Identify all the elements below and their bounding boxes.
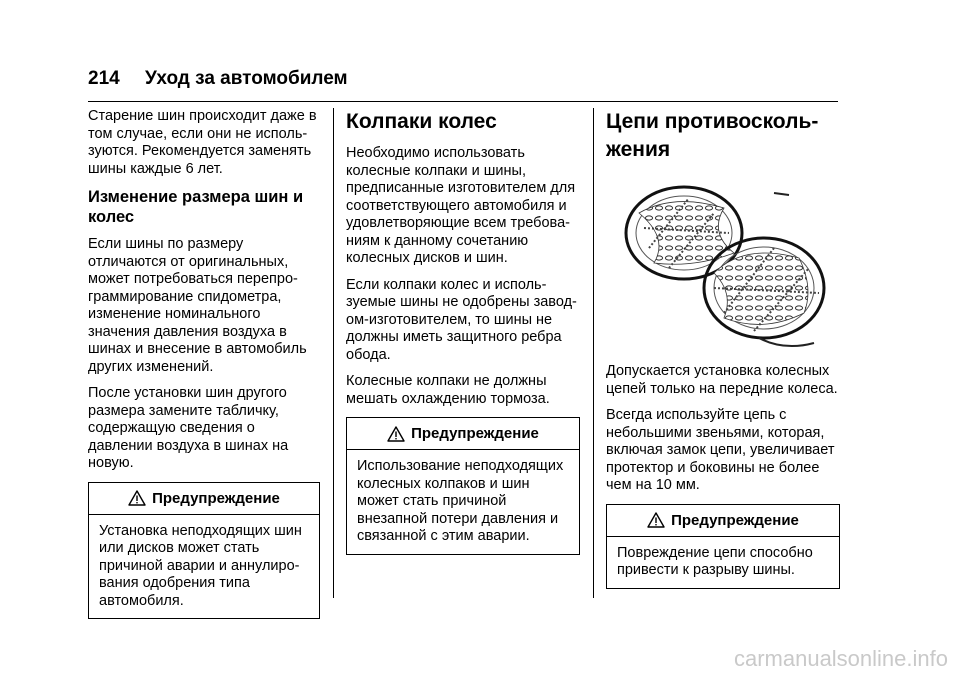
column-divider: [333, 108, 334, 598]
warning-box: [606, 504, 840, 589]
paragraph: Допускается установка колесных цепей только на передние колеса.: [606, 363, 838, 397]
warning-icon: [128, 490, 146, 506]
warning-title: Предупреждение: [411, 425, 539, 442]
warning-header: [89, 483, 319, 515]
paragraph: Колесные колпаки не должны мешать охлаждению тормоза.: [346, 373, 550, 407]
page-header: [88, 68, 838, 102]
page-number: 214: [88, 68, 120, 89]
paragraph: Если шины по размеру отличаются от оригинальных, может потребоваться перепро-граммирование спидометра, изменение номинального значения давления воздуха в шинах и внесение в автомобиль других изменений.: [88, 236, 307, 375]
warning-box: [88, 482, 320, 620]
watermark: carmanualsonline.info: [733, 646, 948, 671]
warning-text: Повреждение цепи способно привести к разрыву шины.: [617, 544, 813, 578]
page-title: Уход за автомобилем: [145, 68, 348, 89]
column-3: [606, 108, 840, 589]
warning-text: Использование неподходящих колесных колпаков и шин может стать причиной внезапной потери давления и связанной с этим аварии.: [357, 458, 564, 544]
paragraph: Необходимо использовать колесные колпаки и шины, предписанные изготовителем для соответствующего автомобиля и удовлетворяющие всем требова-ниям к данному сочетанию колесных дисков и шин.: [346, 145, 576, 266]
intro-paragraph: Старение шин происходит даже в том случае, если они не исполь-зуются. Рекомендуется заменять шины каждые 6 лет.: [88, 108, 317, 177]
section-heading-tire-size: Изменение размера шин и колес: [88, 188, 304, 226]
warning-icon: [387, 426, 405, 442]
warning-box: [346, 417, 580, 555]
warning-title: Предупреждение: [152, 489, 280, 507]
snow-chains-illustration: [614, 173, 834, 353]
column-2: [346, 108, 580, 555]
warning-header: [347, 418, 579, 450]
paragraph: Если колпаки колес и исполь-зуемые шины не одобрены завод-ом-изготовителем, то шины не должны иметь защитного ребра обода.: [346, 276, 577, 363]
paragraph: После установки шин другого размера замените табличку, содержащую сведения о давлении воздуха в шинах на новую.: [88, 385, 289, 471]
warning-icon: [647, 512, 665, 528]
warning-text: Установка неподходящих шин или дисков может стать причиной аварии и аннулиро-вания одобрения типа автомобиля.: [99, 522, 302, 609]
warning-header: [607, 505, 839, 537]
warning-title: Предупреждение: [671, 511, 799, 529]
column-1: [88, 108, 320, 619]
section-heading-snow-chains: Цепи противосколь-жения: [606, 110, 819, 161]
paragraph: Всегда используйте цепь с небольшими звеньями, которая, включая замок цепи, увеличивает протектор и боковины не более чем на 10 мм.: [606, 407, 835, 493]
column-divider: [593, 108, 594, 598]
section-heading-wheel-covers: Колпаки колес: [346, 110, 497, 133]
